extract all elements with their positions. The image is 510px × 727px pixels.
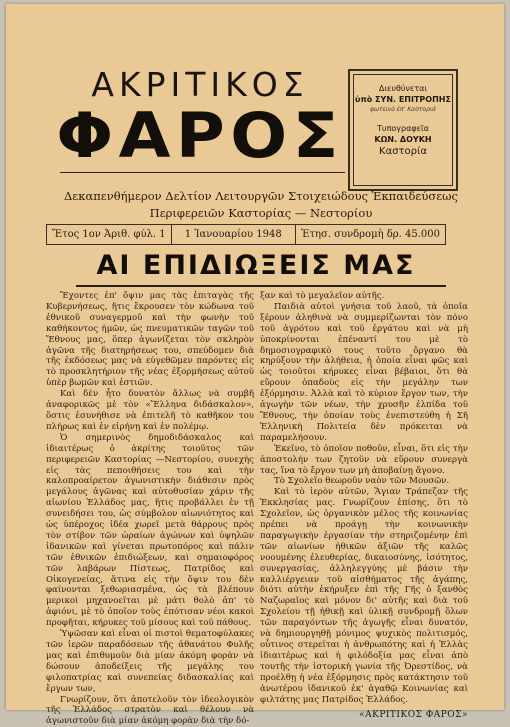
paragraph: Τὸ Σχολεῖο θεωροῦν ναὸν τῶν Μουσῶν.: [274, 476, 450, 487]
publisher-box: [353, 74, 453, 186]
publisher-line-1: Διευθύνεται: [378, 84, 428, 93]
paragraph: Ὑψῶσαν καὶ εἶναι οἱ πιστοὶ θεματοφύλακες τῶν ἱερῶν παραδόσεων τῆς ἀθανάτου Φυλῆς μας καὶ ἐπιθυμοῦν διὰ μίαν ἀκόμη φορὰν νὰ δώσουν ἀποδείξεις τῆς μεγάλης του φιλοπατρίας καὶ συνεπείας διδασκαλίας καὶ ἔργων των,: [46, 629, 254, 694]
article-column-right: [260, 291, 468, 721]
printer-name: ΚΩΝ. ΔΟΥΚΗ: [374, 135, 432, 144]
masthead-title-main: ΦΑΡΟΣ: [56, 99, 344, 172]
masthead-subtitle: [46, 188, 476, 222]
article-headline: ΑΙ ΕΠΙΔΙΩΞΕΙΣ ΜΑΣ: [96, 250, 416, 281]
publisher-line-2: ὑπὸ ΣΥΝ. ΕΠΙΤΡΟΠΗΣ: [355, 95, 451, 104]
paragraph: Καὶ δὲν ἦτο δυνατὸν ἄλλως νὰ συμβῆ ἀναφορικῶς μὲ τὸν «Ἕλληνα διδάσκαλον», ὅστις ἐσυνήθισε νὰ ἐπιτελῆ τὸ καθῆκον του πλήρως καὶ ἐν εἰρήνῃ καὶ ἐν πολέμῳ.: [46, 389, 254, 432]
paragraph: Γνωρίζουν, ὅτι ἀποτελοῦν τὸν ἰδεολογικὸν τῆς Ἑλλάδος στρατὸν καὶ θέλουν νὰ ἀγωνιστοῦν διὰ μίαν ἀκόμη φορὰν διὰ τὴν δό-: [46, 694, 254, 727]
paragraph: ξαν καὶ τὸ μεγαλεῖον αὐτῆς.: [260, 291, 385, 301]
printer-label: Τυπογραφεῖα: [377, 124, 429, 133]
masthead: [56, 65, 344, 172]
subtitle-line-1: Δεκαπενθήμερον Δελτίον Λειτουργῶν Στοιχειώδους Ἐκπαιδεύσεως: [64, 189, 458, 203]
masthead-title-top: ΑΚΡΙΤΙΚΟΣ: [91, 65, 309, 104]
article-column-left: [46, 291, 254, 727]
paragraph: Καὶ τὸ ἱερὸν αὐτῶν, Ἅγιαν Τράπεζαν τῆς Ἐκκλησίας μας. Γνωρίζουν ἐπίσης, ὅτι τὸ Σχολεῖον, ὡς ὀργανικὸν μέλος τῆς κοινωνίας πρέπει νὰ προάγῃ τὴν κοινωνικὴν παραγωγικὴν ἐργασίαν τὴν στηριζομένην ἐπὶ τῶν αἰωνίων ἠθικῶν ἀξιῶν τῆς καλῶς νοουμένης ἐλευθερίας, δικαιοσύνης, ἰσότητος, συνεργασίας, ἀλληλεγγύης μὲ βάσιν τὴν καλλιέργειαν τοῦ αἰσθήματος τῆς ἀγάπης, διότι αὐτὴν ἐκήρυξεν ἐπὶ τῆς Γῆς ὁ ξανθὸς Ναζωραῖος καὶ μόνον δι' αὐτῆς καὶ διὰ τοῦ Σχολείου τῇ ἠθικῇ καὶ ὑλικῇ συνδρομῇ ὅλων τῶν παραγόντων τῆς ἀγωγῆς εἶναι δυνατόν, νὰ δημιουργηθῇ μόνιμος ψυχικὸς πολιτισμός, οὗτινος στερεῖται ἡ ἀνθρωπότης καὶ ἡ Ἑλλὰς ἰδιαιτέρως καὶ ἡ φιλόδοξία μας εἶναι ἀπὸ τουτῆς τὴν ἱστορικὴ γωνία τῆς Ὀρεστίδος, νὰ προέλθῃ ἡ νέα ἐξόρμησις πρὸς κατάκτησιν τοῦ ἀνωτέρου ἰδανικοῦ ἐκ' ἀγαθῷ Κοινωνίας καὶ φιλτάτης μας Πατρίδος Ἑλλάδος.: [260, 487, 468, 705]
masthead-rule: [60, 172, 345, 173]
printer-city: Καστορία: [379, 146, 427, 157]
paragraph: Παιδιὰ αὐτοὶ γνήσια τοῦ λαοῦ, τὰ ὁποῖα ξέρουν ἀληθινὰ νὰ συμμερίζωνται τὸν πόνο τοῦ ἀγρότου καὶ τοῦ ἐργάτου καὶ νὰ μὴ ὑποκρίνονται ἐπέναντί του μὲ τὸ δημοσιογραφικὸ τους τοῦτο ὄργανο θὰ κηρύξουν τὴν ἀλήθεια, ἡ ὁποία εἶναι φῶς καὶ ὡς τοιοῦτοι κήρυκες εἶναι βέβαιοι, ὅτι θὰ εὕρουν ὀπαδοὺς εἰς τὴν μεγάλην των ἐξόρμησιν. Ἀλλὰ καὶ τὸ κύριον ἔργον των, τὴν ἀγωγὴν τῶν νέων, τὴν χρυσῆν ἐλπίδα τοῦ Ἔθνους, τὴν ὁποίαν τοὺς ἐνεπιστεύθη ἡ Σῆ Ἑλληνικὴ Πολιτεία δὲν πρόκειται νὰ παραμελήσουν.: [260, 301, 468, 443]
subtitle-line-2: Περιφερειῶν Καστορίας — Νεστορίου: [149, 206, 373, 220]
paragraph: Ἔχοντες ἐπ' ὄψιν μας τὰς ἐπιταγὰς τῆς Κυβερνήσεως, ἥτις ἔκρουσεν τὸν κώδωνα τοῦ ἐθνικοῦ συναγερμοῦ καὶ τὴν φωνὴν τοῦ καθήκοντος ἡμῶν, ὡς πνευματικῶν ταγῶν τοῦ Ἔθνους μας, ὅπερ ἀγωνίζεται τὸν σκληρὸν ἀγῶνα τῆς διατηρήσεως του, σπεύδομεν διὰ τῆς ἐκδόσεως μας νὰ εὐγεθῶμεν παρόντες εἰς τὸ προσκλητήριον τῆς νέας ἐξορμήσεως αὐτοῦ ὑπὲρ βωμῶν καὶ ἑστιῶν.: [46, 291, 254, 389]
article-signature: «ΑΚΡΙΤΙΚΟΣ ΦΑΡΟΣ»: [359, 710, 468, 721]
issue-number: Ἔτος 1ον Ἀριθ. φύλ. 1: [47, 225, 172, 244]
subscription-price: Ἐτησ. συνδρομὴ δρ. 45.000: [300, 229, 440, 240]
publisher-line-3: φωτεινὸ ἐπ' Καστοριᾶ: [370, 106, 436, 113]
issue-info-bar: [46, 224, 446, 245]
headline-rule: [76, 285, 446, 287]
issue-date: 1 Ἰανουαρίου 1948: [172, 225, 296, 244]
paragraph: Ὁ σημερινὸς δημοδιδάσκαλος καὶ ἰδιαιτέρως ὁ ἀκρίτης τοιοῦτος τῶν περιφερειῶν Καστορίας —Νεστορίου, συνεχὴς εἰς τὰς πεποιθήσεις του καὶ τὴν καλοπροαίρετον ἀγωνιστικὴν διάθεσιν πρὸς μεγάλους ἀγῶνας καὶ αὐτοθυσίαν χάριν τῆς αἰωνίου Ἑλλάδος μας, ἥτις προβάλλει ἐν τῇ συνειδήσει του, ὡς σύμβολον αἰωνιότητος καὶ ὡς ὑπέροχος ἰδέα χωρεῖ μετὰ θάρρους πρὸς τὸν στίβον τῶν ὡραίων ἀγώνων καὶ ὑψηλῶν ἰδανικῶν καὶ γίνεται πρωτοπόρος καὶ πάλιν τῶν ἐθνικῶν ἐπιδιώξεων, καὶ σημαιοφόρος τῶν λαβάρων Πίστεως, Πατρίδος καὶ Οἰκογενείας, ἅτινα εἰς τὴν ὄψιν του δὲν φαίνονται ξεθωριασμένα, ὡς τὰ βλέπουν μερικοὶ μηχανοεῖται μὲ μάτι θολὸ ἀπ' τὸ ἀφιόνι, μὲ τὸ ὁποῖον τοὺς ἐπότισαν νέοι κακοὶ προφῆται, κήρυκες τοῦ μίσους καὶ τοῦ πάθους.: [46, 432, 254, 629]
paragraph: Ἐκεῖνο, τὸ ὁποῖον ποθοῦν, εἶναι, ὅτι εἰς τὴν ἀποστολήν των ζητοῦν νὰ εὕρουν συνεργὰ τας, ἵνα τὸ ἔργον των μὴ ἀποβαίνῃ ἄγονο.: [260, 443, 468, 476]
newspaper-page: [6, 4, 504, 727]
